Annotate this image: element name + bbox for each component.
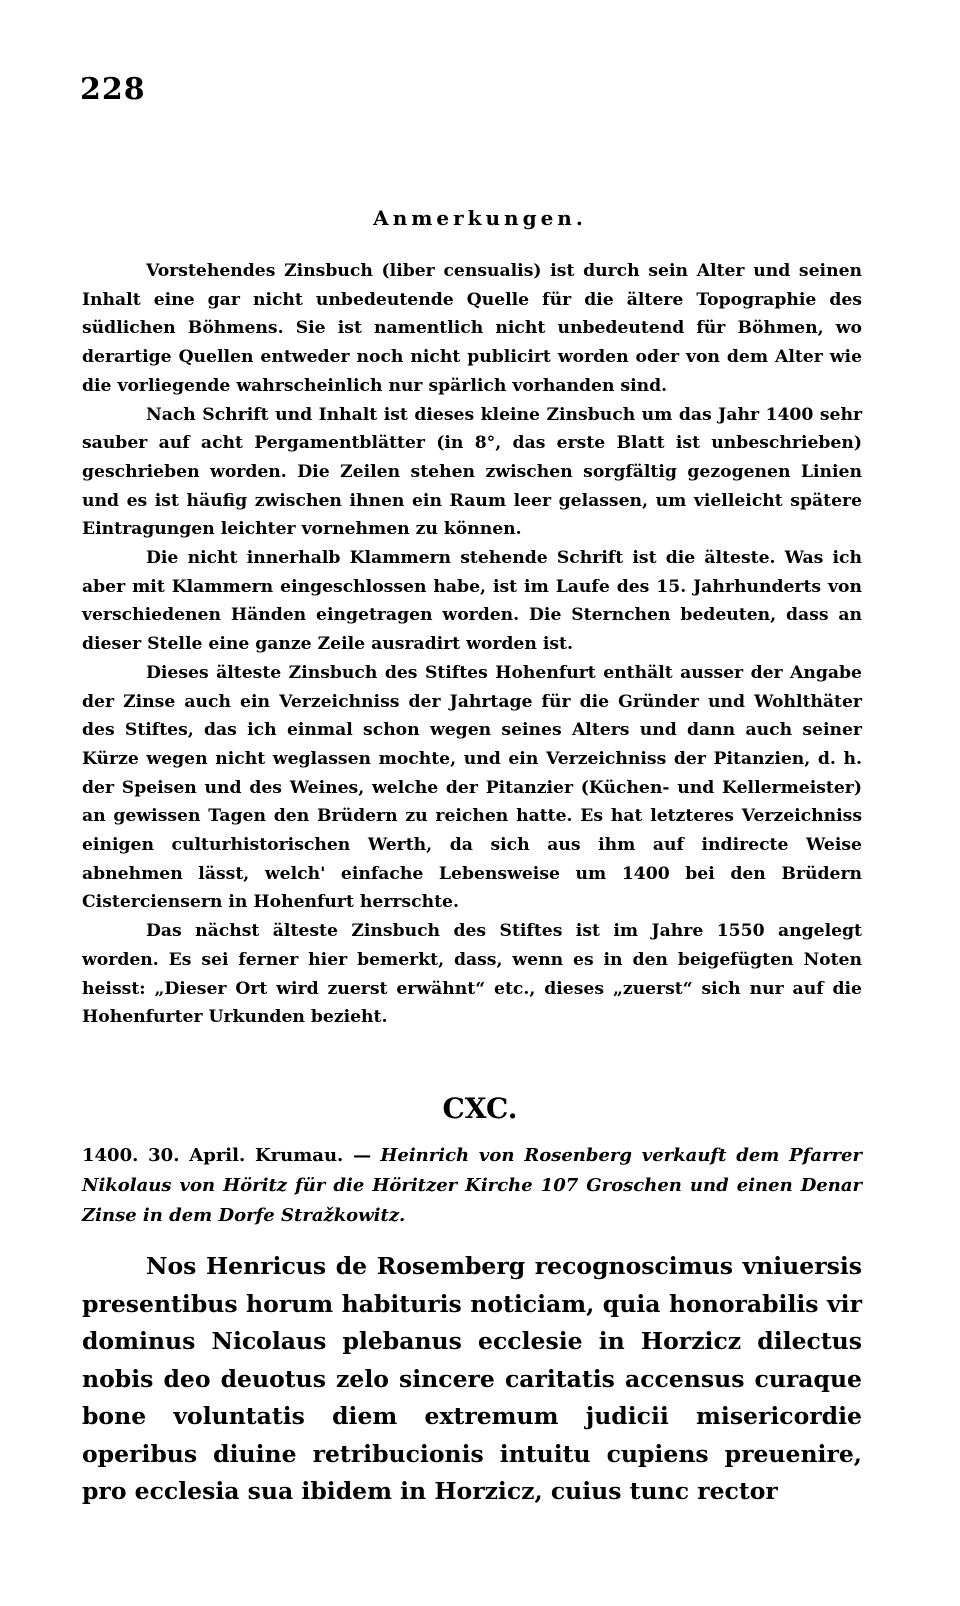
paragraph: Vorstehendes Zinsbuch (liber censualis) ist durch sein Alter und seinen Inhalt eine gar nicht unbedeutende Quelle für die ältere Topographie des südlichen Böhmens. Sie ist namentlich nicht unbedeutend für Böhmen, wo derartige Quellen entweder noch nicht publicirt worden oder von dem Alter wie die vorliegende wahrscheinlich nur spärlich vorhanden sind.: [82, 261, 862, 396]
page-number: 228: [80, 72, 146, 107]
regest-summary: Heinrich von Rosenberg verkauft dem Pfarrer Nikolaus von Höritz für die Höritzer Kirche 107 Groschen und einen Denar Zinse in dem Dorfe Stražkowitz.: [82, 1145, 862, 1226]
paragraph: Dieses älteste Zinsbuch des Stiftes Hohenfurt enthält ausser der Angabe der Zinse auch ein Verzeichniss der Jahrtage für die Gründer und Wohlthäter des Stiftes, das ich einmal schon wegen seines Alters und dann auch seiner Kürze wegen nicht weglassen mochte, und ein Verzeichniss der Pitanzien, d. h. der Speisen und des Weines, welche der Pitanzier (Küchen- und Kellermeister) an gewissen Tagen den Brüdern zu reichen hatte. Es hat letzteres Verzeichniss einigen culturhistorischen Werth, da sich aus ihm auf indirecte Weise abnehmen lässt, welch' einfache Lebensweise um 1400 bei den Brüdern Cisterciensern in Hohenfurt herrschte.: [82, 662, 862, 913]
notes-heading: Anmerkungen.: [373, 206, 587, 230]
charter-text: Nos Henricus de Rosemberg recognoscimus vniuersis presentibus horum habituris noticiam, quia honorabilis vir dominus Nicolaus plebanus ecclesie in Horzicz dilectus nobis deo deuotus zelo sincere caritatis accensus curaque bone voluntatis diem extremum judicii misericordie operibus diuine retribucionis intuitu cupiens preuenire, pro ecclesia sua ibidem in Horzicz, cuius tunc rector: [82, 1252, 862, 1505]
paragraph: Die nicht innerhalb Klammern stehende Schrift ist die älteste. Was ich aber mit Klammern eingeschlossen habe, ist im Laufe des 15. Jahrhunderts von verschiedenen Händen eingetragen worden. Die Sternchen bedeuten, dass an dieser Stelle eine ganze Zeile ausradirt worden ist.: [82, 548, 862, 655]
paragraph: Das nächst älteste Zinsbuch des Stiftes ist im Jahre 1550 angelegt worden. Es sei ferner hier bemerkt, dass, wenn es in den beigefügten Noten heisst: „Dieser Ort wird zuerst erwähnt“ etc., dieses „zuerst“ sich nur auf die Hohenfurter Urkunden bezieht.: [82, 921, 862, 1028]
regest-date-place: 1400. 30. April. Krumau. —: [82, 1145, 372, 1166]
paragraph: Nach Schrift und Inhalt ist dieses kleine Zinsbuch um das Jahr 1400 sehr sauber auf acht Pergamentblätter (in 8°, das erste Blatt ist unbeschrieben) geschrieben worden. Die Zeilen stehen zwischen sorgfältig gezogenen Linien und es ist häufig zwischen ihnen ein Raum leer gelassen, um vielleicht spätere Eintragungen leichter vornehmen zu können.: [82, 404, 862, 540]
section-number: CXC.: [442, 1092, 518, 1125]
notes-body: [82, 257, 862, 1032]
regest: [82, 1141, 862, 1231]
